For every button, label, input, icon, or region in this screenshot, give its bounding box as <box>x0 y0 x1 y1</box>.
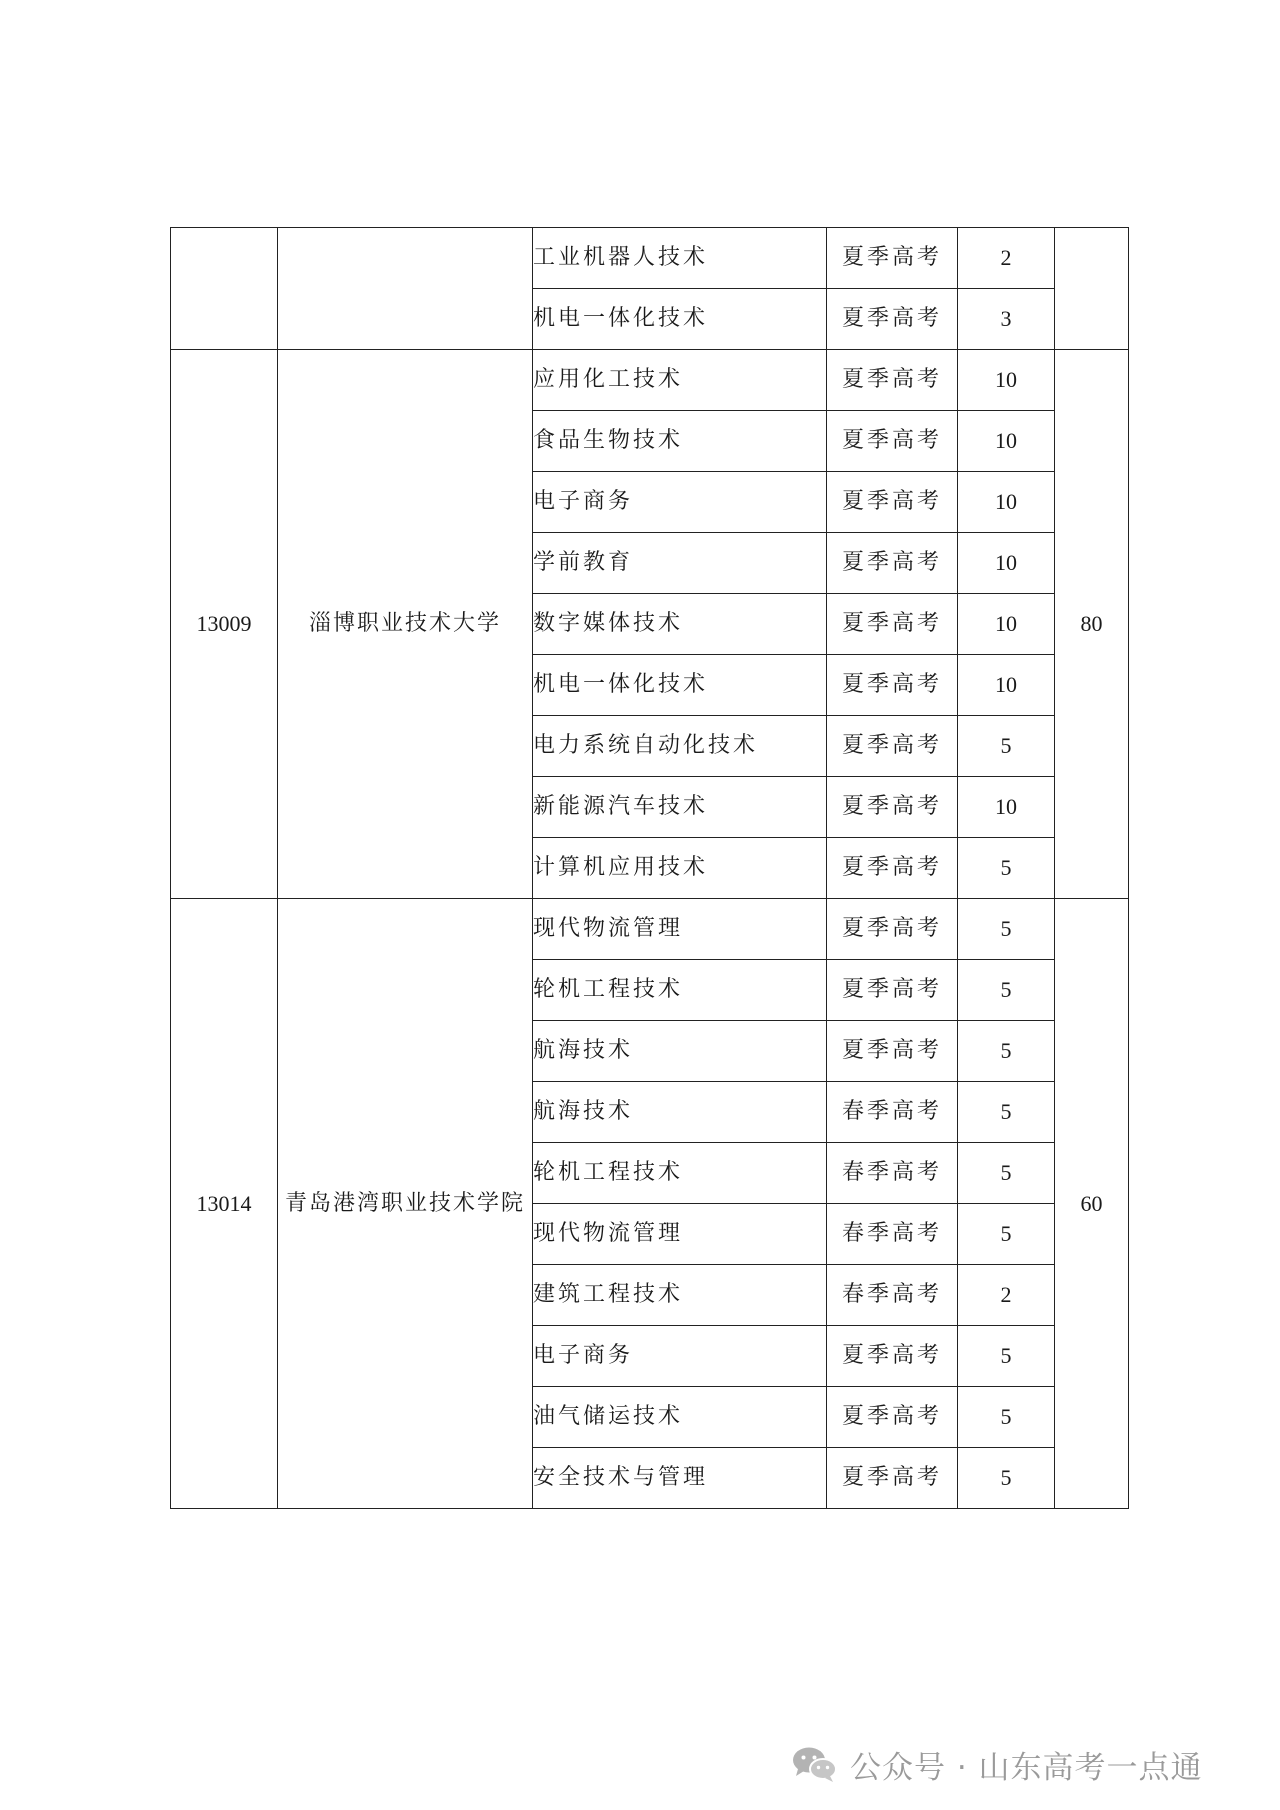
major-cell: 机电一体化技术 <box>533 655 827 716</box>
quota-cell: 5 <box>958 899 1055 960</box>
major-cell: 计算机应用技术 <box>533 838 827 899</box>
school-code-cell: 13014 <box>171 899 278 1509</box>
major-cell: 数字媒体技术 <box>533 594 827 655</box>
watermark <box>790 1742 1203 1786</box>
quota-cell: 10 <box>958 594 1055 655</box>
quota-cell: 10 <box>958 350 1055 411</box>
exam-type-cell: 春季高考 <box>827 1265 958 1326</box>
major-cell: 工业机器人技术 <box>533 228 827 289</box>
exam-type-cell: 夏季高考 <box>827 1021 958 1082</box>
major-cell: 电子商务 <box>533 1326 827 1387</box>
major-cell: 安全技术与管理 <box>533 1448 827 1509</box>
quota-cell: 5 <box>958 1082 1055 1143</box>
major-cell: 现代物流管理 <box>533 899 827 960</box>
quota-cell: 5 <box>958 1143 1055 1204</box>
exam-type-cell: 夏季高考 <box>827 472 958 533</box>
school-name-cell: 淄博职业技术大学 <box>278 350 533 899</box>
quota-cell: 3 <box>958 289 1055 350</box>
exam-type-cell: 春季高考 <box>827 1204 958 1265</box>
total-quota-cell: 60 <box>1055 899 1129 1509</box>
quota-cell: 10 <box>958 533 1055 594</box>
major-cell: 建筑工程技术 <box>533 1265 827 1326</box>
school-name-cell: 青岛港湾职业技术学院 <box>278 899 533 1509</box>
table-row <box>171 899 1129 960</box>
quota-cell: 2 <box>958 1265 1055 1326</box>
major-cell: 电子商务 <box>533 472 827 533</box>
quota-cell: 5 <box>958 1326 1055 1387</box>
major-cell: 轮机工程技术 <box>533 960 827 1021</box>
major-cell: 电力系统自动化技术 <box>533 716 827 777</box>
quota-cell: 5 <box>958 1204 1055 1265</box>
exam-type-cell: 夏季高考 <box>827 533 958 594</box>
quota-cell: 10 <box>958 777 1055 838</box>
enrollment-plan-table <box>170 227 1129 1509</box>
exam-type-cell: 夏季高考 <box>827 289 958 350</box>
exam-type-cell: 春季高考 <box>827 1082 958 1143</box>
table-row <box>171 228 1129 289</box>
quota-cell: 2 <box>958 228 1055 289</box>
major-cell: 食品生物技术 <box>533 411 827 472</box>
wechat-icon <box>790 1744 840 1784</box>
major-cell: 应用化工技术 <box>533 350 827 411</box>
major-cell: 航海技术 <box>533 1021 827 1082</box>
quota-cell: 10 <box>958 472 1055 533</box>
school-code-cell <box>171 228 278 350</box>
exam-type-cell: 夏季高考 <box>827 350 958 411</box>
exam-type-cell: 夏季高考 <box>827 411 958 472</box>
major-cell: 新能源汽车技术 <box>533 777 827 838</box>
exam-type-cell: 夏季高考 <box>827 777 958 838</box>
school-name-cell <box>278 228 533 350</box>
exam-type-cell: 夏季高考 <box>827 1448 958 1509</box>
exam-type-cell: 夏季高考 <box>827 838 958 899</box>
major-cell: 航海技术 <box>533 1082 827 1143</box>
exam-type-cell: 夏季高考 <box>827 1387 958 1448</box>
quota-cell: 5 <box>958 960 1055 1021</box>
total-quota-cell <box>1055 228 1129 350</box>
quota-cell: 10 <box>958 655 1055 716</box>
exam-type-cell: 夏季高考 <box>827 655 958 716</box>
exam-type-cell: 夏季高考 <box>827 716 958 777</box>
total-quota-cell: 80 <box>1055 350 1129 899</box>
exam-type-cell: 夏季高考 <box>827 594 958 655</box>
exam-type-cell: 夏季高考 <box>827 1326 958 1387</box>
exam-type-cell: 春季高考 <box>827 1143 958 1204</box>
exam-type-cell: 夏季高考 <box>827 899 958 960</box>
table-row <box>171 350 1129 411</box>
school-code-cell: 13009 <box>171 350 278 899</box>
quota-cell: 5 <box>958 838 1055 899</box>
quota-cell: 5 <box>958 1387 1055 1448</box>
watermark-text: 公众号 · 山东高考一点通 <box>850 1749 1203 1786</box>
exam-type-cell: 夏季高考 <box>827 960 958 1021</box>
quota-cell: 5 <box>958 1448 1055 1509</box>
quota-cell: 5 <box>958 1021 1055 1082</box>
major-cell: 轮机工程技术 <box>533 1143 827 1204</box>
quota-cell: 10 <box>958 411 1055 472</box>
exam-type-cell: 夏季高考 <box>827 228 958 289</box>
quota-cell: 5 <box>958 716 1055 777</box>
major-cell: 机电一体化技术 <box>533 289 827 350</box>
major-cell: 现代物流管理 <box>533 1204 827 1265</box>
major-cell: 油气储运技术 <box>533 1387 827 1448</box>
major-cell: 学前教育 <box>533 533 827 594</box>
